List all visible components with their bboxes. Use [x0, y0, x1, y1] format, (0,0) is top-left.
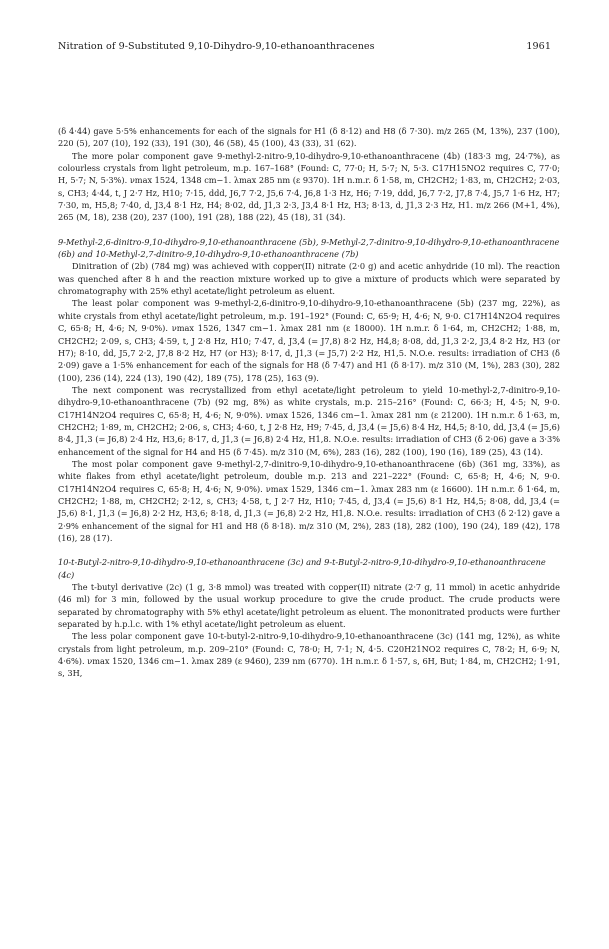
body-paragraph: The more polar component gave 9-methyl-2-nitro-9,10-dihydro-9,10-ethanoanthracene (4b) (183·3 mg, 24·7%), as colourless crystals from light petroleum, m.p. 167–168° (Found: C, 77·0; H, 5·7; N, 5·3. C17H15NO2 requires C, 77·0; H, 5·7; N, 5·3%). νmax 1524, 1348 cm−1. λmax 285 nm (ε 9370). 1H n.m.r. δ 1·58, m, CH2CH2; 1·83, m, CH2CH2; 2·03, s, CH3; 4·44, t, J 2·7 Hz, H10; 7·15, ddd, J6,7 7·2, J5,6 7·4, J6,8 1·3 Hz, H6; 7·19, ddd, J6,7 7·2, J7,8 7·4, J5,7 1·6 Hz, H7; 7·30, m, H5,8; 7·40, d, J3,4 8·1 Hz, H4; 8·02, dd, J1,3 2·3, J3,4 8·1 Hz, H3; 8·13, d, J1,3 2·3 Hz, H1. m/z 266 (M+1, 4%), 265 (M, 18), 238 (20), 237 (100), 191 (28), 188 (22), 45 (18), 31 (34).	[58, 150, 560, 223]
article-body	[58, 125, 560, 680]
section-heading: 9-Methyl-2,6-dinitro-9,10-dihydro-9,10-ethanoanthracene (5b), 9-Methyl-2,7-dinitro-9,10-dihydro-9,10-ethanoanthracene (6b) and 10-Methyl-2,7-dinitro-9,10-dihydro-9,10-ethanoanthracene (7b)	[58, 236, 560, 260]
body-paragraph: The most polar component gave 9-methyl-2,7-dinitro-9,10-dihydro-9,10-ethanoanthracene (6b) (361 mg, 33%), as white flakes from ethyl acetate/light petroleum, double m.p. 213 and 221–222° (Found: C, 65·8; H, 4·6; N, 9·0. C17H14N2O4 requires C, 65·8; H, 4·6; N, 9·0%). νmax 1529, 1346 cm−1. λmax 283 nm (ε 16600). 1H n.m.r. δ 1·64, m, CH2CH2; 1·88, m, CH2CH2; 2·12, s, CH3; 4·58, t, J 2·7 Hz, H10; 7·45, d, J3,4 (= J5,6) 8·1 Hz, H4,5; 8·08, dd, J3,4 (= J5,6) 8·1, J1,3 (= J6,8) 2·2 Hz, H3,6; 8·18, d, J1,3 (= J6,8) 2·2 Hz, H1,8. N.O.e. results: irradiation of CH3 (δ 2·12) gave a 2·9% enhancement of the signal for H1 and H8 (δ 8·18). m/z 310 (M, 2%), 283 (18), 282 (100), 190 (24), 189 (42), 178 (16), 28 (17).	[58, 458, 560, 543]
body-paragraph: Dinitration of (2b) (784 mg) was achieved with copper(II) nitrate (2·0 g) and acetic anhydride (10 ml). The reaction was quenched after 8 h and the reaction mixture worked up to give a mixture of products which were separated by chromatography with 25% ethyl acetate/light petroleum as eluent.	[58, 261, 560, 297]
section-gap	[58, 544, 560, 556]
body-paragraph: The less polar component gave 10-t-butyl-2-nitro-9,10-dihydro-9,10-ethanoanthracene (3c) (141 mg, 12%), as white crystals from light petroleum, m.p. 209–210° (Found: C, 78·0; H, 7·1; N, 4·5. C20H21NO2 requires C, 78·2; H, 6·9; N, 4·6%). νmax 1520, 1346 cm−1. λmax 289 (ε 9460), 239 nm (6770). 1H n.m.r. δ 1·57, s, 6H, But; 1·84, m, CH2CH2; 1·91, s, 3H,	[58, 631, 560, 679]
body-paragraph: The least polar component was 9-methyl-2,6-dinitro-9,10-dihydro-9,10-ethanoanthracene (5b) (237 mg, 22%), as white crystals from ethyl acetate/light petroleum, m.p. 191–192° (Found: C, 65·9; H, 4·6; N, 9·0. C17H14N2O4 requires C, 65·8; H, 4·6; N, 9·0%). νmax 1526, 1347 cm−1. λmax 281 nm (ε 18000). 1H n.m.r. δ 1·64, m, CH2CH2; 1·88, m, CH2CH2; 2·09, s, CH3; 4·59, t, J 2·8 Hz, H10; 7·47, d, J3,4 (= J7,8) 8·2 Hz, H4,8; 8·08, dd, J1,3 2·2, J3,4 8·2 Hz, H3 (or H7); 8·10, dd, J5,7 2·2, J7,8 8·2 Hz, H7 (or H3); 8·17, d, J1,3 (= J5,7) 2·2 Hz, H1,5. N.O.e. results: irradiation of CH3 (δ 2·09) gave a 1·5% enhancement for each of the signals for H8 (δ 7·47) and H1 (δ 8·17). m/z 310 (M, 1%), 283 (30), 282 (100), 236 (14), 224 (13), 190 (42), 189 (75), 178 (25), 163 (9).	[58, 298, 560, 383]
section-heading: 10-t-Butyl-2-nitro-9,10-dihydro-9,10-ethanoanthracene (3c) and 9-t-Butyl-2-nitro-9,10-dihydro-9,10-ethanoanthracene (4c)	[58, 557, 546, 580]
running-title: Nitration of 9-Substituted 9,10-Dihydro-9,10-ethanoanthracenes	[58, 41, 375, 52]
section-gap	[58, 224, 560, 236]
body-paragraph: The t-butyl derivative (2c) (1 g, 3·8 mmol) was treated with copper(II) nitrate (2·7 g, 11 mmol) in acetic anhydride (46 ml) for 3 min, followed by the usual workup procedure to give the crude product. The crude products were separated by chromatography with 5% ethyl acetate/light petroleum as eluent. The mononitrated products were further separated by h.p.l.c. with 1% ethyl acetate/light petroleum as eluent.	[58, 582, 560, 630]
running-head	[58, 41, 551, 55]
body-paragraph: The next component was recrystallized from ethyl acetate/light petroleum to yield 10-methyl-2,7-dinitro-9,10-dihydro-9,10-ethanoanthracene (7b) (92 mg, 8%) as white crystals, m.p. 215–216° (Found: C, 66·3; H, 4·5; N, 9·0. C17H14N2O4 requires C, 65·8; H, 4·6; N, 9·0%). νmax 1526, 1346 cm−1. λmax 281 nm (ε 21200). 1H n.m.r. δ 1·63, m, CH2CH2; 1·89, m, CH2CH2; 2·06, s, CH3; 4·60, t, J 2·8 Hz, H9; 7·45, d, J3,4 (= J5,6) 8·4 Hz, H4,5; 8·10, dd, J3,4 (= J5,6) 8·4, J1,3 (= J6,8) 2·4 Hz, H3,6; 8·17, d, J1,3 (= J6,8) 2·4 Hz, H1,8. N.O.e. results: irradiation of CH3 (δ 2·06) gave a 3·3% enhancement of the signal for H4 and H5 (δ 7·45). m/z 310 (M, 6%), 283 (16), 282 (100), 190 (16), 189 (25), 43 (14).	[58, 384, 560, 457]
body-paragraph: (δ 4·44) gave 5·5% enhancements for each of the signals for H1 (δ 8·12) and H8 (δ 7·30). m/z 265 (M, 13%), 237 (100), 220 (5), 207 (10), 192 (33), 191 (30), 46 (58), 45 (100), 43 (33), 31 (62).	[58, 126, 560, 149]
page-number: 1961	[526, 41, 551, 52]
